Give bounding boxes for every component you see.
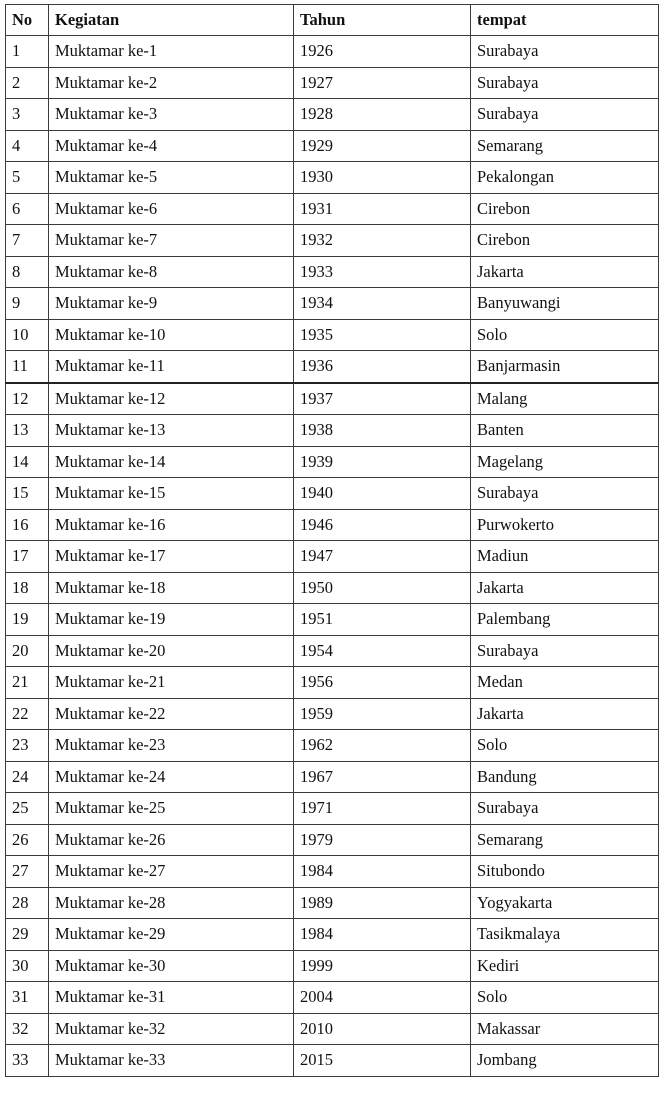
cell-tahun: 1928 <box>294 99 471 131</box>
cell-tahun: 1935 <box>294 319 471 351</box>
cell-tempat: Jakarta <box>471 572 659 604</box>
table-row <box>6 288 659 320</box>
cell-kegiatan: Muktamar ke-33 <box>49 1045 294 1077</box>
cell-tempat: Banyuwangi <box>471 288 659 320</box>
cell-no: 3 <box>6 99 49 131</box>
cell-tempat: Jakarta <box>471 256 659 288</box>
cell-no: 26 <box>6 824 49 856</box>
cell-tempat: Surabaya <box>471 67 659 99</box>
table-row <box>6 478 659 510</box>
cell-tahun: 1926 <box>294 36 471 68</box>
cell-tempat: Surabaya <box>471 635 659 667</box>
cell-kegiatan: Muktamar ke-32 <box>49 1013 294 1045</box>
table-row <box>6 604 659 636</box>
cell-kegiatan: Muktamar ke-14 <box>49 446 294 478</box>
header-row <box>6 5 659 36</box>
cell-tempat: Surabaya <box>471 793 659 825</box>
cell-no: 31 <box>6 982 49 1014</box>
cell-tahun: 1962 <box>294 730 471 762</box>
table-row <box>6 162 659 194</box>
cell-kegiatan: Muktamar ke-6 <box>49 193 294 225</box>
table-row <box>6 383 659 415</box>
cell-no: 1 <box>6 36 49 68</box>
cell-no: 2 <box>6 67 49 99</box>
cell-tahun: 1939 <box>294 446 471 478</box>
table-row <box>6 982 659 1014</box>
header-kegiatan: Kegiatan <box>49 5 294 36</box>
table-row <box>6 887 659 919</box>
cell-kegiatan: Muktamar ke-3 <box>49 99 294 131</box>
cell-tahun: 1979 <box>294 824 471 856</box>
cell-tempat: Tasikmalaya <box>471 919 659 951</box>
cell-no: 27 <box>6 856 49 888</box>
cell-tempat: Purwokerto <box>471 509 659 541</box>
cell-kegiatan: Muktamar ke-9 <box>49 288 294 320</box>
cell-tempat: Malang <box>471 383 659 415</box>
cell-tahun: 1951 <box>294 604 471 636</box>
cell-kegiatan: Muktamar ke-18 <box>49 572 294 604</box>
header-tahun: Tahun <box>294 5 471 36</box>
cell-kegiatan: Muktamar ke-12 <box>49 383 294 415</box>
cell-no: 18 <box>6 572 49 604</box>
cell-tempat: Bandung <box>471 761 659 793</box>
cell-tahun: 1947 <box>294 541 471 573</box>
cell-no: 30 <box>6 950 49 982</box>
cell-tempat: Situbondo <box>471 856 659 888</box>
table-row <box>6 856 659 888</box>
cell-no: 22 <box>6 698 49 730</box>
header-no: No <box>6 5 49 36</box>
table-row <box>6 130 659 162</box>
table-row <box>6 415 659 447</box>
cell-tempat: Solo <box>471 730 659 762</box>
cell-tempat: Jombang <box>471 1045 659 1077</box>
cell-no: 9 <box>6 288 49 320</box>
table-row <box>6 509 659 541</box>
cell-tahun: 1936 <box>294 351 471 383</box>
table-row <box>6 193 659 225</box>
cell-tempat: Yogyakarta <box>471 887 659 919</box>
cell-kegiatan: Muktamar ke-21 <box>49 667 294 699</box>
cell-kegiatan: Muktamar ke-22 <box>49 698 294 730</box>
cell-tahun: 2015 <box>294 1045 471 1077</box>
cell-kegiatan: Muktamar ke-7 <box>49 225 294 257</box>
table-row <box>6 36 659 68</box>
header-tempat: tempat <box>471 5 659 36</box>
cell-tahun: 1971 <box>294 793 471 825</box>
cell-tempat: Pekalongan <box>471 162 659 194</box>
table-row <box>6 1045 659 1077</box>
table-header <box>6 5 659 36</box>
table-row <box>6 67 659 99</box>
cell-kegiatan: Muktamar ke-30 <box>49 950 294 982</box>
cell-kegiatan: Muktamar ke-25 <box>49 793 294 825</box>
table-row <box>6 824 659 856</box>
cell-kegiatan: Muktamar ke-11 <box>49 351 294 383</box>
cell-kegiatan: Muktamar ke-16 <box>49 509 294 541</box>
table-row <box>6 446 659 478</box>
cell-kegiatan: Muktamar ke-23 <box>49 730 294 762</box>
cell-tahun: 1999 <box>294 950 471 982</box>
table-row <box>6 667 659 699</box>
table-row <box>6 541 659 573</box>
cell-no: 13 <box>6 415 49 447</box>
cell-kegiatan: Muktamar ke-1 <box>49 36 294 68</box>
cell-kegiatan: Muktamar ke-27 <box>49 856 294 888</box>
cell-kegiatan: Muktamar ke-5 <box>49 162 294 194</box>
table-row <box>6 698 659 730</box>
cell-no: 8 <box>6 256 49 288</box>
table-row <box>6 351 659 383</box>
cell-tahun: 1931 <box>294 193 471 225</box>
cell-tahun: 1937 <box>294 383 471 415</box>
cell-tahun: 1950 <box>294 572 471 604</box>
cell-no: 17 <box>6 541 49 573</box>
cell-tempat: Solo <box>471 319 659 351</box>
cell-tempat: Surabaya <box>471 478 659 510</box>
cell-tempat: Cirebon <box>471 225 659 257</box>
cell-kegiatan: Muktamar ke-19 <box>49 604 294 636</box>
cell-kegiatan: Muktamar ke-10 <box>49 319 294 351</box>
cell-tempat: Solo <box>471 982 659 1014</box>
table-row <box>6 99 659 131</box>
cell-tempat: Medan <box>471 667 659 699</box>
cell-no: 24 <box>6 761 49 793</box>
table-row <box>6 919 659 951</box>
cell-tahun: 2010 <box>294 1013 471 1045</box>
cell-no: 12 <box>6 383 49 415</box>
cell-tahun: 1934 <box>294 288 471 320</box>
cell-kegiatan: Muktamar ke-17 <box>49 541 294 573</box>
cell-tempat: Semarang <box>471 130 659 162</box>
cell-no: 32 <box>6 1013 49 1045</box>
cell-tahun: 1929 <box>294 130 471 162</box>
cell-no: 19 <box>6 604 49 636</box>
cell-kegiatan: Muktamar ke-31 <box>49 982 294 1014</box>
cell-tahun: 1932 <box>294 225 471 257</box>
cell-tempat: Banten <box>471 415 659 447</box>
table-row <box>6 319 659 351</box>
cell-tempat: Surabaya <box>471 36 659 68</box>
cell-tahun: 1954 <box>294 635 471 667</box>
table-row <box>6 950 659 982</box>
cell-no: 4 <box>6 130 49 162</box>
cell-no: 29 <box>6 919 49 951</box>
cell-tahun: 1956 <box>294 667 471 699</box>
cell-tahun: 1984 <box>294 919 471 951</box>
cell-tempat: Madiun <box>471 541 659 573</box>
table-row <box>6 730 659 762</box>
cell-no: 6 <box>6 193 49 225</box>
table-row <box>6 572 659 604</box>
table-row <box>6 793 659 825</box>
cell-tempat: Semarang <box>471 824 659 856</box>
cell-kegiatan: Muktamar ke-15 <box>49 478 294 510</box>
cell-no: 7 <box>6 225 49 257</box>
cell-no: 15 <box>6 478 49 510</box>
table-row <box>6 761 659 793</box>
cell-kegiatan: Muktamar ke-28 <box>49 887 294 919</box>
cell-kegiatan: Muktamar ke-2 <box>49 67 294 99</box>
cell-no: 11 <box>6 351 49 383</box>
cell-tahun: 2004 <box>294 982 471 1014</box>
cell-no: 33 <box>6 1045 49 1077</box>
cell-tempat: Magelang <box>471 446 659 478</box>
cell-no: 20 <box>6 635 49 667</box>
cell-kegiatan: Muktamar ke-29 <box>49 919 294 951</box>
cell-no: 21 <box>6 667 49 699</box>
cell-no: 14 <box>6 446 49 478</box>
table-row <box>6 225 659 257</box>
cell-kegiatan: Muktamar ke-8 <box>49 256 294 288</box>
cell-tahun: 1959 <box>294 698 471 730</box>
cell-no: 25 <box>6 793 49 825</box>
cell-no: 23 <box>6 730 49 762</box>
table-body <box>6 36 659 1077</box>
cell-tempat: Surabaya <box>471 99 659 131</box>
cell-kegiatan: Muktamar ke-4 <box>49 130 294 162</box>
cell-kegiatan: Muktamar ke-26 <box>49 824 294 856</box>
cell-tempat: Makassar <box>471 1013 659 1045</box>
cell-tahun: 1967 <box>294 761 471 793</box>
table-row <box>6 1013 659 1045</box>
cell-no: 16 <box>6 509 49 541</box>
table-row <box>6 635 659 667</box>
cell-tahun: 1927 <box>294 67 471 99</box>
cell-no: 10 <box>6 319 49 351</box>
cell-tempat: Kediri <box>471 950 659 982</box>
table-row <box>6 256 659 288</box>
cell-tempat: Palembang <box>471 604 659 636</box>
cell-tahun: 1946 <box>294 509 471 541</box>
cell-tahun: 1933 <box>294 256 471 288</box>
cell-tahun: 1938 <box>294 415 471 447</box>
cell-no: 28 <box>6 887 49 919</box>
cell-tempat: Cirebon <box>471 193 659 225</box>
cell-no: 5 <box>6 162 49 194</box>
cell-tahun: 1940 <box>294 478 471 510</box>
cell-tahun: 1989 <box>294 887 471 919</box>
cell-tempat: Jakarta <box>471 698 659 730</box>
cell-tahun: 1984 <box>294 856 471 888</box>
cell-kegiatan: Muktamar ke-20 <box>49 635 294 667</box>
muktamar-table <box>5 4 659 1077</box>
cell-tempat: Banjarmasin <box>471 351 659 383</box>
cell-tahun: 1930 <box>294 162 471 194</box>
cell-kegiatan: Muktamar ke-13 <box>49 415 294 447</box>
cell-kegiatan: Muktamar ke-24 <box>49 761 294 793</box>
